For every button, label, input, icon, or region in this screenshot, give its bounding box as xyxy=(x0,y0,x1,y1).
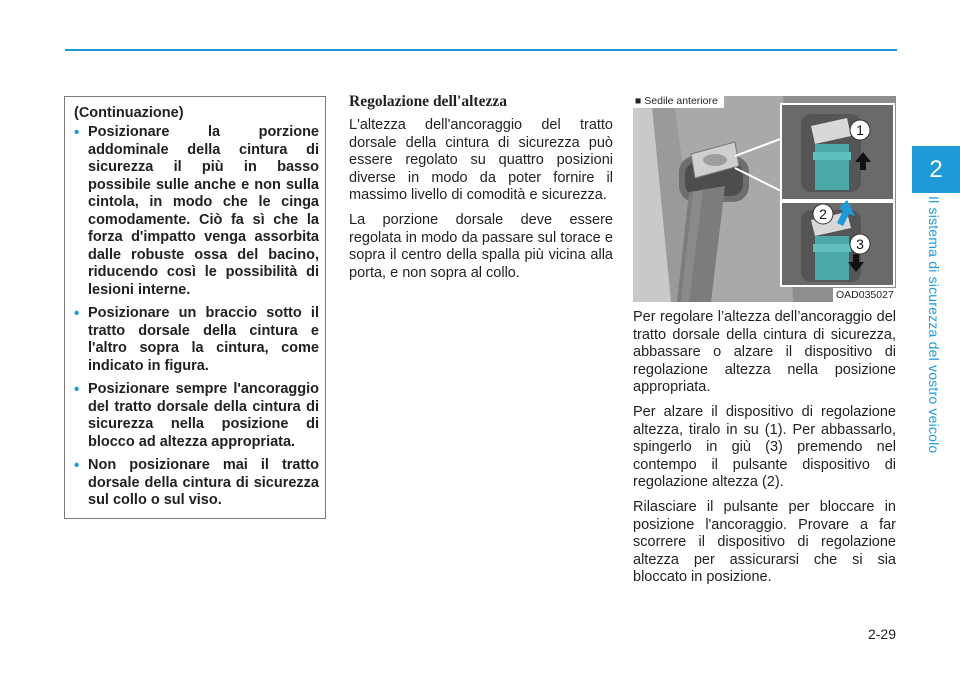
section-paragraph: La porzione dorsale deve essere regolata in modo da passare sul torace e sopra il centro della spalla più vicina alla porta, e non sopra al collo. xyxy=(349,211,613,281)
warning-item: • Non posizionare mai il tratto dorsale della cintura di sicurezza sul collo o sul viso. xyxy=(74,457,319,510)
header-rule xyxy=(65,49,897,51)
chapter-number-tab: 2 xyxy=(912,146,960,193)
page-number: 2-29 xyxy=(867,626,896,642)
illustration-svg xyxy=(633,96,896,302)
instruction-paragraph: Per regolare l’altezza dell’ancoraggio del tratto dorsale della cintura di sicurezza, abbassare o alzare il dispositivo di regolazione altezza nella posizione appropriata. xyxy=(633,309,896,396)
figure-code: OAD035027 xyxy=(833,288,897,302)
warning-item: • Posizionare la porzione addominale della cintura di sicurezza il più in basso possibile sulle anche e non sulla cintola, in modo che le cinga comodamente. Ciò fa sì che la forza d'impatto venga assorbita dalle robuste ossa del bacino, riducendo così le possibilità di lesioni interne. xyxy=(74,124,319,299)
callout-1: 1 xyxy=(856,122,864,138)
figure-label: ■ Sedile anteriore xyxy=(633,94,724,108)
instruction-paragraph: Rilasciare il pulsante per bloccare in posizione l'ancoraggio. Provare a far scorrere il dispositivo di regolazione altezza per assicurarsi che si sia bloccato in posizione. xyxy=(633,498,896,586)
adjust-instructions xyxy=(633,309,896,594)
warning-item: • Posizionare sempre l'ancoraggio del tratto dorsale della cintura di sicurezza nella posizione di blocco ad altezza appropriata. xyxy=(74,381,319,451)
seatbelt-anchor-illustration xyxy=(633,96,896,302)
section-paragraph: L'altezza dell'ancoraggio del tratto dorsale della cintura di sicurezza può essere regolato su quattro posizioni diverse in modo da poter fornire il massimo livello di comodità e sicurezza. xyxy=(349,117,613,204)
warning-list xyxy=(74,124,319,510)
callout-3: 3 xyxy=(856,236,864,252)
callout-2: 2 xyxy=(819,206,827,222)
warning-heading: (Continuazione) xyxy=(74,105,184,121)
instruction-paragraph: Per alzare il dispositivo di regolazione altezza, tiralo in su (1). Per abbassarlo, spingerlo in giù (3) premendo nel contempo il pulsante dispositivo di regolazione altezza (2). xyxy=(633,403,896,491)
warning-box xyxy=(64,96,326,519)
adjuster-highlight xyxy=(815,144,849,190)
chapter-title: Il sistema di sicurezza del vostro veicolo xyxy=(926,196,942,454)
section-title: Regolazione dell'altezza xyxy=(349,93,507,110)
height-adjust-section xyxy=(349,93,613,289)
warning-item: • Posizionare un braccio sotto il tratto dorsale della cintura e l'altro sopra la cintura, come indicato in figura. xyxy=(74,305,319,375)
